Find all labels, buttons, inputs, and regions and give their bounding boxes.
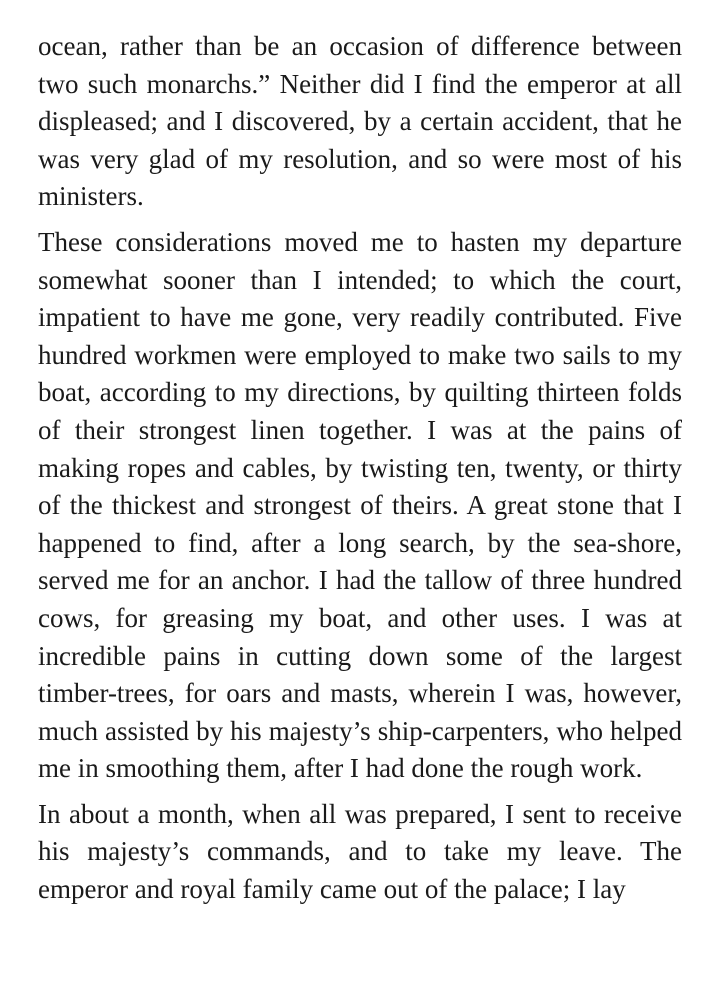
paragraph-1: ocean, rather than be an occasion of difference between two such monarchs.” Neither did I find the emperor at all displeased; and I discovered, by a certain accident, that he was very glad of my resolution, and so were most of his ministers.	[38, 31, 682, 212]
page-text	[38, 28, 682, 917]
paragraph-2: These considerations moved me to hasten my departure somewhat sooner than I intended; to which the court, impatient to have me gone, very readily contributed. Five hundred workmen were employed to make two sails to my boat, according to my directions, by quilting thirteen folds of their strongest linen together. I was at the pains of making ropes and cables, by twisting ten, twenty, or thirty of the thickest and strongest of theirs. A great stone that I happened to find, after a long search, by the sea-shore, served me for an anchor. I had the tallow of three hundred cows, for greasing my boat, and other uses. I was at incredible pains in cutting down some of the largest timber-trees, for oars and masts, wherein I was, however, much assisted by his majesty’s ship-carpenters, who helped me in smoothing them, after I had done the rough work.	[38, 226, 682, 784]
paragraph-3: In about a month, when all was prepared, I sent to receive his majesty’s commands, and to take my leave. The emperor and royal family came out of the palace; I lay	[38, 798, 682, 905]
